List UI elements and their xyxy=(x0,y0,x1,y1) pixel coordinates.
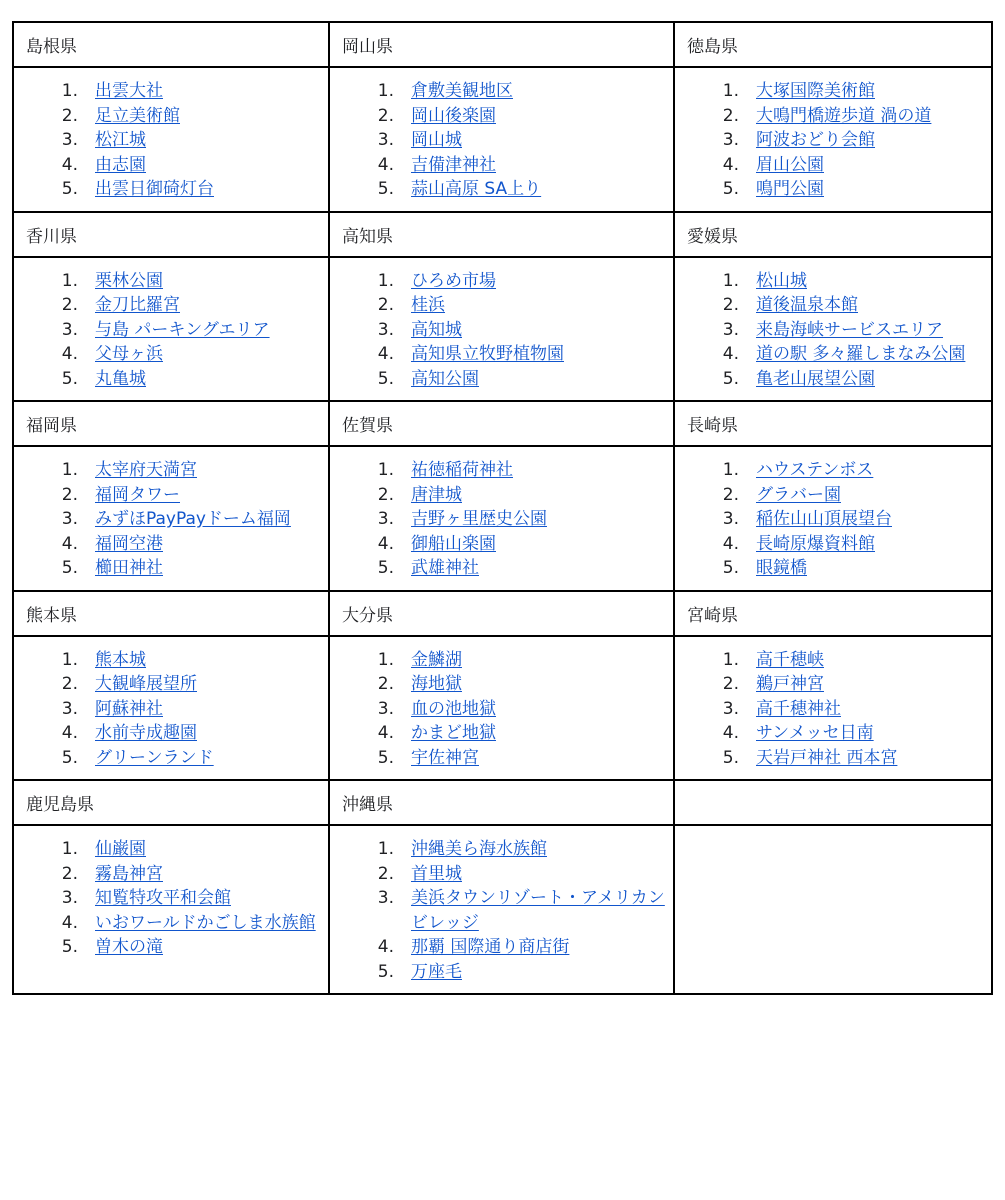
spot-link[interactable]: 福岡空港 xyxy=(95,533,163,554)
list-item xyxy=(330,483,673,508)
list-item xyxy=(14,177,328,202)
list-number: 3. xyxy=(61,888,78,908)
spot-link[interactable]: 太宰府天満宮 xyxy=(95,460,197,480)
header-row xyxy=(13,401,992,446)
prefecture-name: 愛媛県 xyxy=(674,212,992,257)
list-number: 5. xyxy=(61,558,78,578)
spots-list xyxy=(330,269,673,392)
prefecture-name: 熊本県 xyxy=(13,591,329,636)
spots-cell xyxy=(329,446,674,591)
list-item xyxy=(330,104,673,129)
list-item xyxy=(14,79,328,104)
spots-cell xyxy=(13,67,329,212)
spot-link[interactable]: 大塚国際美術館 xyxy=(756,81,875,101)
spot-link[interactable]: 吉野ヶ里歴史公園 xyxy=(411,509,547,529)
list-item xyxy=(675,746,991,771)
spots-list xyxy=(675,79,991,202)
spots-cell xyxy=(13,446,329,591)
spots-cell xyxy=(329,67,674,212)
list-item xyxy=(675,342,991,367)
list-item xyxy=(675,507,991,532)
header-row xyxy=(13,22,992,67)
spot-link[interactable]: 櫛田神社 xyxy=(95,558,163,578)
spots-list xyxy=(14,648,328,771)
list-number: 5. xyxy=(722,368,739,389)
spot-link[interactable]: ひろめ市場 xyxy=(411,270,496,291)
prefecture-name: 徳島県 xyxy=(674,22,992,67)
list-item xyxy=(330,367,673,392)
spot-link[interactable]: 与島 パーキングエリア xyxy=(95,319,270,340)
spot-link[interactable]: 由志園 xyxy=(95,154,146,175)
spot-link[interactable]: 那覇 国際通り商店街 xyxy=(411,937,570,957)
list-number: 3. xyxy=(722,698,739,719)
list-number: 5. xyxy=(61,937,78,957)
spots-row xyxy=(13,257,992,402)
spots-row xyxy=(13,825,992,994)
list-number: 4. xyxy=(722,154,739,175)
list-item xyxy=(330,721,673,746)
list-number: 3. xyxy=(377,509,394,529)
spots-cell xyxy=(329,636,674,781)
list-number: 2. xyxy=(377,105,394,126)
spot-link[interactable]: 桂浜 xyxy=(411,295,445,315)
list-number: 2. xyxy=(722,295,739,315)
spot-link[interactable]: 沖縄美ら海水族館 xyxy=(411,839,547,859)
spot-link[interactable]: 眼鏡橋 xyxy=(756,558,807,578)
list-item xyxy=(675,318,991,343)
spots-cell xyxy=(674,446,992,591)
spots-cell xyxy=(329,257,674,402)
spot-link[interactable]: 唐津城 xyxy=(411,484,462,505)
spot-link[interactable]: 血の池地獄 xyxy=(411,698,496,719)
list-number: 4. xyxy=(61,344,78,364)
spot-link[interactable]: 阿波おどり会館 xyxy=(756,130,875,150)
spot-link[interactable]: 福岡タワー xyxy=(95,484,180,505)
list-item xyxy=(14,697,328,722)
list-item xyxy=(330,648,673,673)
list-item xyxy=(330,935,673,960)
prefecture-name: 長崎県 xyxy=(674,401,992,446)
list-number: 1. xyxy=(61,460,78,480)
spot-link[interactable]: かまど地獄 xyxy=(411,723,496,743)
list-item xyxy=(675,153,991,178)
prefecture-name: 鹿児島県 xyxy=(13,780,329,825)
list-item xyxy=(330,79,673,104)
list-number: 4. xyxy=(61,533,78,554)
list-item xyxy=(14,507,328,532)
list-item xyxy=(675,648,991,673)
spot-link[interactable]: 松山城 xyxy=(756,270,807,291)
list-item xyxy=(14,746,328,771)
list-item xyxy=(330,128,673,153)
spot-link[interactable]: 宇佐神宮 xyxy=(411,747,479,768)
spot-link[interactable]: みずほPayPayドーム福岡 xyxy=(95,509,291,529)
spot-link[interactable]: 丸亀城 xyxy=(95,368,146,389)
list-number: 4. xyxy=(377,344,394,364)
spot-link[interactable]: 高千穂峡 xyxy=(756,649,824,670)
spot-link[interactable]: 鳴門公園 xyxy=(756,179,824,199)
list-item xyxy=(330,960,673,985)
spots-cell xyxy=(674,67,992,212)
list-item xyxy=(330,532,673,557)
spot-link[interactable]: 吉備津神社 xyxy=(411,154,496,175)
list-number: 4. xyxy=(61,912,78,933)
list-item xyxy=(330,153,673,178)
list-item xyxy=(14,318,328,343)
list-number: 1. xyxy=(722,270,739,291)
list-item xyxy=(675,556,991,581)
spots-cell xyxy=(13,257,329,402)
spots-list xyxy=(675,458,991,581)
list-item xyxy=(675,697,991,722)
spot-link[interactable]: 来島海峡サービスエリア xyxy=(756,319,943,340)
list-item xyxy=(675,104,991,129)
spot-link[interactable]: 蒜山高原 SA上り xyxy=(411,179,542,199)
spots-list xyxy=(14,837,328,960)
list-number: 3. xyxy=(61,698,78,719)
list-item xyxy=(14,837,328,862)
prefecture-name xyxy=(674,780,992,825)
list-item xyxy=(14,556,328,581)
list-item xyxy=(675,532,991,557)
prefecture-name: 宮崎県 xyxy=(674,591,992,636)
list-number: 3. xyxy=(377,698,394,719)
list-item xyxy=(330,672,673,697)
spot-link[interactable]: 大観峰展望所 xyxy=(95,674,197,694)
spot-link[interactable]: 金刀比羅宮 xyxy=(95,295,180,315)
spot-link[interactable]: 道後温泉本館 xyxy=(756,295,858,315)
spots-cell xyxy=(13,636,329,781)
list-number: 4. xyxy=(377,533,394,554)
spot-link[interactable]: 父母ヶ浜 xyxy=(95,344,163,364)
list-item xyxy=(675,721,991,746)
list-item xyxy=(14,672,328,697)
spot-link[interactable]: 眉山公園 xyxy=(756,154,824,175)
list-number: 5. xyxy=(377,179,394,199)
spot-link[interactable]: 美浜タウンリゾート・アメリカンビレッジ xyxy=(411,888,665,933)
list-item xyxy=(675,483,991,508)
list-number: 5. xyxy=(722,747,739,768)
list-number: 1. xyxy=(61,649,78,670)
list-item xyxy=(14,721,328,746)
list-item xyxy=(330,746,673,771)
list-number: 4. xyxy=(377,154,394,175)
list-number: 5. xyxy=(377,747,394,768)
list-item xyxy=(330,886,673,935)
prefecture-name: 福岡県 xyxy=(13,401,329,446)
list-number: 2. xyxy=(377,674,394,694)
list-item xyxy=(330,862,673,887)
spot-link[interactable]: 岡山後楽園 xyxy=(411,105,496,126)
spot-link[interactable]: 松江城 xyxy=(95,130,146,150)
list-item xyxy=(675,458,991,483)
spots-cell xyxy=(329,825,674,994)
list-number: 1. xyxy=(377,649,394,670)
list-item xyxy=(14,935,328,960)
prefecture-name: 佐賀県 xyxy=(329,401,674,446)
list-number: 3. xyxy=(377,130,394,150)
list-item xyxy=(330,837,673,862)
prefecture-name: 高知県 xyxy=(329,212,674,257)
list-item xyxy=(14,862,328,887)
spot-link[interactable]: 稲佐山山頂展望台 xyxy=(756,509,892,529)
list-number: 2. xyxy=(61,674,78,694)
spots-list xyxy=(675,648,991,771)
list-number: 3. xyxy=(722,130,739,150)
spots-cell xyxy=(674,825,992,994)
spot-link[interactable]: 仙巌園 xyxy=(95,839,146,859)
spot-link[interactable]: 万座毛 xyxy=(411,961,462,982)
list-number: 1. xyxy=(722,81,739,101)
list-number: 3. xyxy=(61,509,78,529)
spots-list xyxy=(330,79,673,202)
list-item xyxy=(330,697,673,722)
list-number: 2. xyxy=(61,105,78,126)
list-number: 3. xyxy=(722,509,739,529)
list-item xyxy=(14,128,328,153)
list-item xyxy=(330,177,673,202)
list-number: 1. xyxy=(61,81,78,101)
list-number: 2. xyxy=(722,674,739,694)
prefecture-name: 島根県 xyxy=(13,22,329,67)
list-number: 5. xyxy=(377,558,394,578)
list-item xyxy=(675,79,991,104)
prefecture-name: 香川県 xyxy=(13,212,329,257)
spot-link[interactable]: グラバー園 xyxy=(756,484,841,505)
list-number: 5. xyxy=(722,558,739,578)
list-number: 3. xyxy=(61,319,78,340)
list-item xyxy=(675,177,991,202)
list-item xyxy=(330,342,673,367)
list-number: 2. xyxy=(61,484,78,505)
spots-row xyxy=(13,636,992,781)
list-item xyxy=(675,367,991,392)
spot-link[interactable]: 出雲日御碕灯台 xyxy=(95,179,214,199)
prefecture-name: 沖縄県 xyxy=(329,780,674,825)
spot-link[interactable]: 祐徳稲荷神社 xyxy=(411,460,513,480)
spot-link[interactable]: 海地獄 xyxy=(411,674,462,694)
header-row xyxy=(13,591,992,636)
spot-link[interactable]: 大鳴門橋遊歩道 渦の道 xyxy=(756,105,932,126)
list-number: 1. xyxy=(377,460,394,480)
spot-link[interactable]: 道の駅 多々羅しまなみ公園 xyxy=(756,344,966,364)
list-item xyxy=(14,269,328,294)
spots-list xyxy=(14,458,328,581)
list-number: 4. xyxy=(722,533,739,554)
list-number: 1. xyxy=(722,649,739,670)
header-row xyxy=(13,780,992,825)
prefecture-spots-table xyxy=(12,21,993,995)
spot-link[interactable]: サンメッセ日南 xyxy=(756,723,874,743)
spot-link[interactable]: 倉敷美観地区 xyxy=(411,81,513,101)
spot-link[interactable]: 出雲大社 xyxy=(95,81,163,101)
list-item xyxy=(330,318,673,343)
list-number: 2. xyxy=(722,105,739,126)
list-item xyxy=(330,556,673,581)
list-item xyxy=(14,648,328,673)
list-item xyxy=(675,128,991,153)
spot-link[interactable]: 熊本城 xyxy=(95,649,146,670)
prefecture-name: 大分県 xyxy=(329,591,674,636)
spot-link[interactable]: いおワールドかごしま水族館 xyxy=(95,912,316,933)
spot-link[interactable]: 高知城 xyxy=(411,319,462,340)
prefecture-name: 岡山県 xyxy=(329,22,674,67)
spots-cell xyxy=(674,636,992,781)
list-item xyxy=(330,269,673,294)
list-item xyxy=(14,293,328,318)
list-number: 3. xyxy=(61,130,78,150)
list-number: 1. xyxy=(377,81,394,101)
list-number: 2. xyxy=(722,484,739,505)
list-item xyxy=(14,367,328,392)
list-number: 2. xyxy=(377,484,394,505)
spot-link[interactable]: 高千穂神社 xyxy=(756,698,841,719)
list-number: 2. xyxy=(61,295,78,315)
spot-link[interactable]: 阿蘇神社 xyxy=(95,698,163,719)
list-number: 3. xyxy=(722,319,739,340)
spot-link[interactable]: 長崎原爆資料館 xyxy=(756,533,875,554)
list-number: 4. xyxy=(722,344,739,364)
spots-cell xyxy=(674,257,992,402)
spots-list xyxy=(675,269,991,392)
list-item xyxy=(14,342,328,367)
list-item xyxy=(330,293,673,318)
list-item xyxy=(14,153,328,178)
list-number: 5. xyxy=(61,747,78,768)
list-number: 3. xyxy=(377,888,394,908)
spot-link[interactable]: 曽木の滝 xyxy=(95,937,163,957)
spots-cell xyxy=(13,825,329,994)
spot-link[interactable]: 霧島神宮 xyxy=(95,863,163,884)
list-number: 4. xyxy=(61,723,78,743)
spot-link[interactable]: 栗林公園 xyxy=(95,270,163,291)
list-number: 5. xyxy=(377,961,394,982)
list-number: 2. xyxy=(377,295,394,315)
spot-link[interactable]: 岡山城 xyxy=(411,130,462,150)
spots-list xyxy=(330,648,673,771)
list-number: 3. xyxy=(377,319,394,340)
list-number: 1. xyxy=(377,270,394,291)
list-number: 1. xyxy=(722,460,739,480)
list-number: 1. xyxy=(61,839,78,859)
list-number: 4. xyxy=(722,723,739,743)
spots-list xyxy=(330,458,673,581)
spot-link[interactable]: 首里城 xyxy=(411,863,462,884)
list-item xyxy=(675,269,991,294)
list-number: 2. xyxy=(61,863,78,884)
spot-link[interactable]: 亀老山展望公園 xyxy=(756,368,875,389)
list-item xyxy=(14,458,328,483)
spot-link[interactable]: 金鱗湖 xyxy=(411,649,462,670)
list-item xyxy=(14,911,328,936)
spot-link[interactable]: 高知公園 xyxy=(411,368,479,389)
spot-link[interactable]: グリーンランド xyxy=(95,747,214,768)
spot-link[interactable]: 高知県立牧野植物園 xyxy=(411,344,564,364)
list-item xyxy=(14,104,328,129)
list-number: 2. xyxy=(377,863,394,884)
spot-link[interactable]: 足立美術館 xyxy=(95,105,180,126)
list-number: 4. xyxy=(377,937,394,957)
spots-row xyxy=(13,67,992,212)
list-number: 5. xyxy=(722,179,739,199)
spot-link[interactable]: 水前寺成趣園 xyxy=(95,723,197,743)
list-number: 4. xyxy=(377,723,394,743)
spot-link[interactable]: 御船山楽園 xyxy=(411,533,496,554)
spots-row xyxy=(13,446,992,591)
list-number: 5. xyxy=(61,179,78,199)
list-number: 1. xyxy=(61,270,78,291)
list-item xyxy=(675,672,991,697)
list-number: 5. xyxy=(377,368,394,389)
spot-link[interactable]: ハウステンボス xyxy=(756,460,874,480)
list-item xyxy=(14,483,328,508)
list-item xyxy=(330,458,673,483)
header-row xyxy=(13,212,992,257)
list-number: 4. xyxy=(61,154,78,175)
spot-link[interactable]: 知覧特攻平和会館 xyxy=(95,888,231,908)
list-item xyxy=(675,293,991,318)
spot-link[interactable]: 天岩戸神社 西本宮 xyxy=(756,747,898,768)
list-number: 5. xyxy=(61,368,78,389)
list-number: 1. xyxy=(377,839,394,859)
list-item xyxy=(14,532,328,557)
spots-list xyxy=(14,79,328,202)
list-item xyxy=(330,507,673,532)
list-item xyxy=(14,886,328,911)
spot-link[interactable]: 武雄神社 xyxy=(411,558,479,578)
spots-list xyxy=(330,837,673,984)
spots-list xyxy=(14,269,328,392)
spot-link[interactable]: 鵜戸神宮 xyxy=(756,674,824,694)
